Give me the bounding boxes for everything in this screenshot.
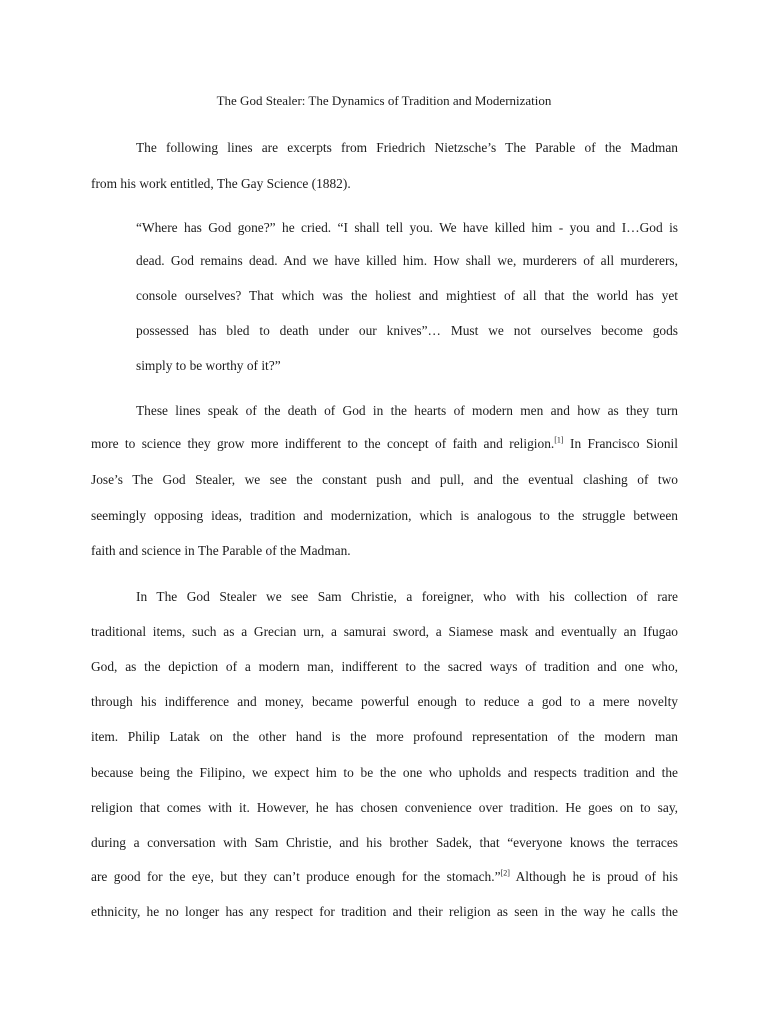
paragraph1-line-3: Jose’s The God Stealer, we see the constant push and pull, and the eventual clashing of two bbox=[91, 472, 678, 487]
quote-line-1: “Where has God gone?” he cried. “I shall tell you. We have killed him - you and I…God is bbox=[136, 220, 678, 235]
paragraph2-line-4: through his indifference and money, became powerful enough to reduce a god to a mere novelty bbox=[91, 694, 678, 709]
paragraph2-line-2: traditional items, such as a Grecian urn, a samurai sword, a Siamese mask and eventually an Ifugao bbox=[91, 624, 678, 639]
intro-line-2: from his work entitled, The Gay Science (1882). bbox=[91, 176, 351, 191]
paragraph1-line-1: These lines speak of the death of God in the hearts of modern men and how as they turn bbox=[136, 403, 678, 418]
footnote-ref-2[interactable]: [2] bbox=[500, 868, 510, 878]
paragraph2-line-1: In The God Stealer we see Sam Christie, a foreigner, who with his collection of rare bbox=[136, 589, 678, 604]
paragraph2-line-9-rest: Although he is proud of his bbox=[509, 869, 678, 884]
document-title: The God Stealer: The Dynamics of Tradition and Modernization bbox=[216, 93, 552, 108]
quote-line-3: console ourselves? That which was the holiest and mightiest of all that the world has yet bbox=[136, 288, 678, 303]
paragraph2-line-6: because being the Filipino, we expect him to be the one who upholds and respects tradition and the bbox=[91, 765, 678, 780]
quote-line-2: dead. God remains dead. And we have killed him. How shall we, murderers of all murderers, bbox=[136, 253, 678, 268]
footnote-ref-1[interactable]: [1] bbox=[554, 435, 564, 445]
paragraph2-line-9-text: are good for the eye, but they can’t produce enough for the stomach.” bbox=[91, 869, 501, 884]
paragraph2-line-3: God, as the depiction of a modern man, indifferent to the sacred ways of tradition and one who, bbox=[91, 659, 678, 674]
paragraph1-line-2-rest: In Francisco Sionil bbox=[563, 436, 678, 451]
paragraph1-line-2 bbox=[91, 435, 678, 453]
paragraph1-line-4: seemingly opposing ideas, tradition and modernization, which is analogous to the struggle between bbox=[91, 508, 678, 523]
paragraph2-line-7: religion that comes with it. However, he has chosen convenience over tradition. He goes on to say, bbox=[91, 800, 678, 815]
paragraph1-line-5: faith and science in The Parable of the Madman. bbox=[91, 543, 351, 558]
paragraph2-line-5: item. Philip Latak on the other hand is the more profound representation of the modern man bbox=[91, 729, 678, 744]
paragraph2-line-8: during a conversation with Sam Christie, and his brother Sadek, that “everyone knows the terraces bbox=[91, 835, 678, 850]
paragraph1-line-2-text: more to science they grow more indifferent to the concept of faith and religion. bbox=[91, 436, 555, 451]
paragraph2-line-9 bbox=[91, 868, 678, 886]
quote-line-5: simply to be worthy of it?” bbox=[136, 358, 281, 373]
intro-line-1: The following lines are excerpts from Friedrich Nietzsche’s The Parable of the Madman bbox=[136, 140, 678, 155]
quote-line-4: possessed has bled to death under our knives”… Must we not ourselves become gods bbox=[136, 323, 678, 338]
paragraph2-line-10: ethnicity, he no longer has any respect for tradition and their religion as seen in the way he calls the bbox=[91, 904, 678, 919]
